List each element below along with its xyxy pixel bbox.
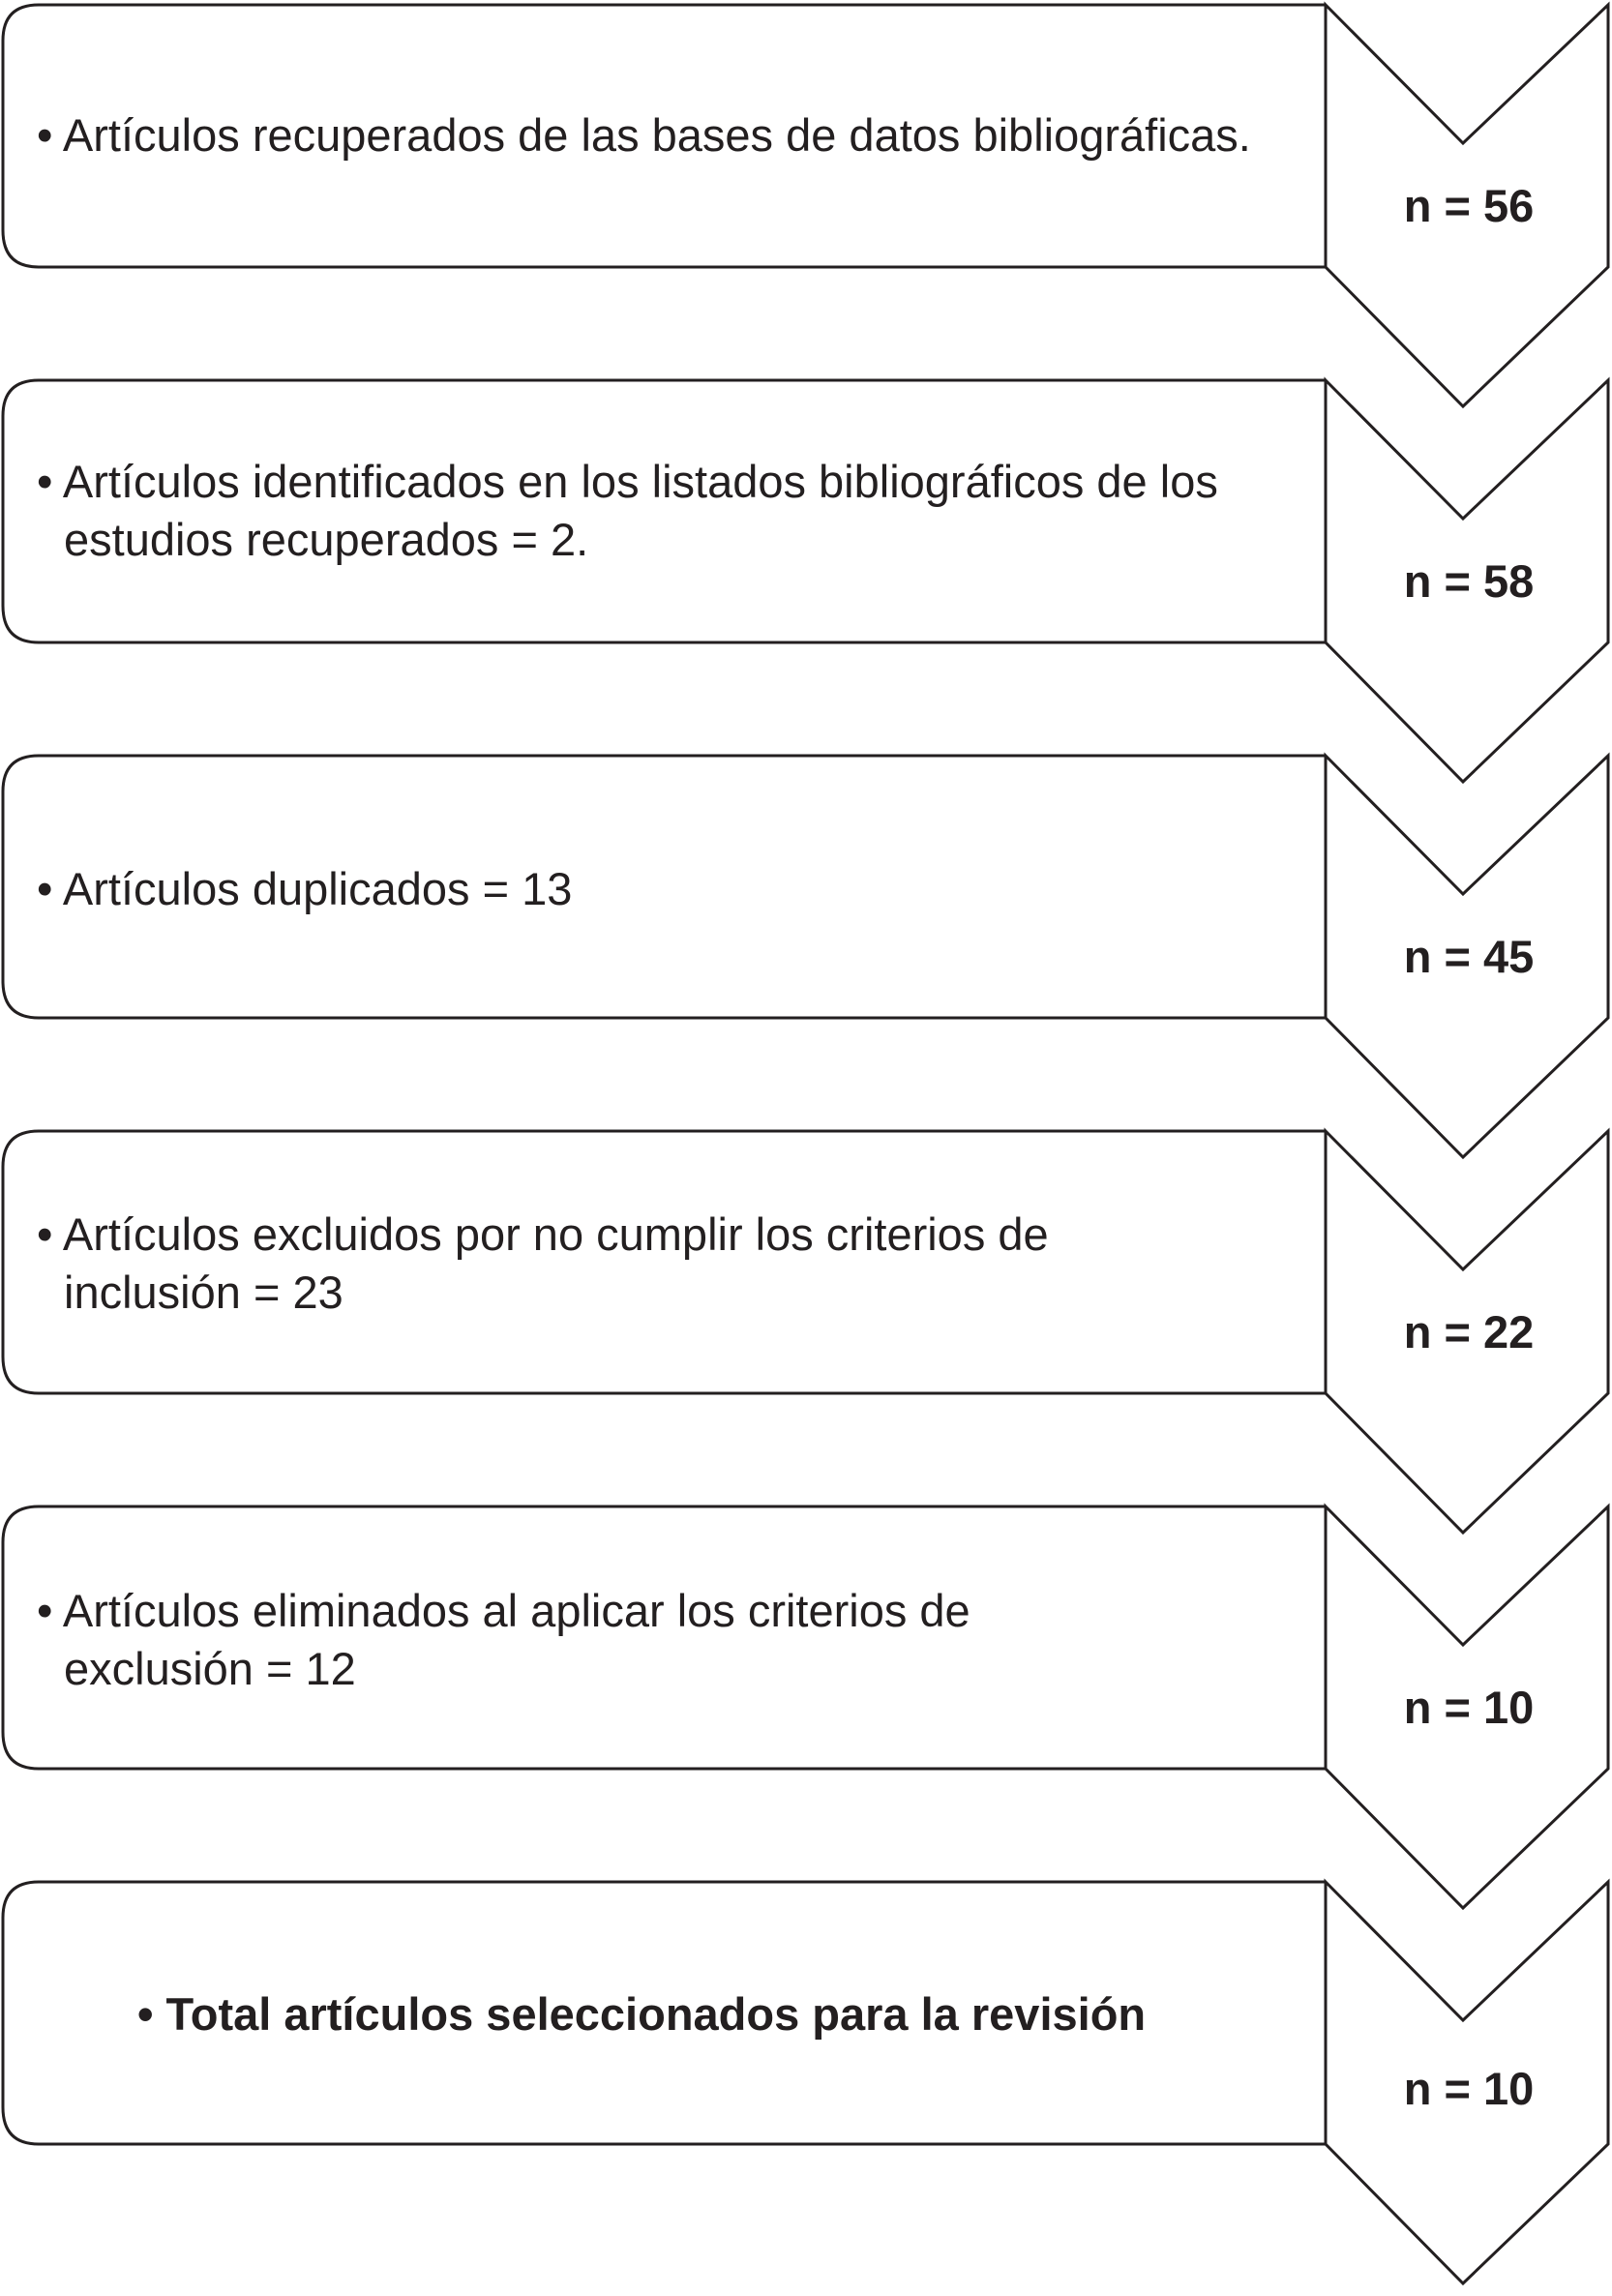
step-text-line: • Artículos excluidos por no cumplir los criterios de [37, 1208, 1049, 1260]
step-count: n = 58 [1403, 555, 1535, 607]
step-text-line: estudios recuperados = 2. [64, 514, 589, 565]
step-box [3, 1131, 1326, 1393]
step-count: n = 45 [1403, 931, 1535, 982]
step-text-line: exclusión = 12 [64, 1643, 356, 1694]
step-text-line: • Artículos recuperados de las bases de datos bibliográficas. [37, 109, 1251, 161]
flow-step [3, 5, 1608, 406]
step-box [3, 1506, 1326, 1769]
step-count: n = 10 [1403, 2063, 1535, 2114]
flow-step [3, 380, 1608, 782]
step-text-line: inclusión = 23 [64, 1267, 343, 1318]
step-text [37, 109, 1251, 161]
step-text-line: • Artículos identificados en los listados bibliográficos de los [37, 456, 1218, 507]
step-text-line: • Artículos duplicados = 13 [37, 863, 573, 914]
step-text-line: • Artículos eliminados al aplicar los criterios de [37, 1585, 970, 1636]
step-text-line: • Total artículos seleccionados para la revisión [137, 1988, 1147, 2040]
step-text [37, 863, 572, 914]
step-count: n = 22 [1403, 1306, 1535, 1357]
step-box [3, 380, 1326, 642]
step-text [137, 1988, 1146, 2040]
flow-step [3, 1506, 1608, 1908]
flow-step [3, 756, 1608, 1157]
flow-step [3, 1882, 1608, 2283]
flow-step [3, 1131, 1608, 1533]
step-count: n = 56 [1403, 180, 1535, 231]
step-count: n = 10 [1403, 1682, 1535, 1733]
